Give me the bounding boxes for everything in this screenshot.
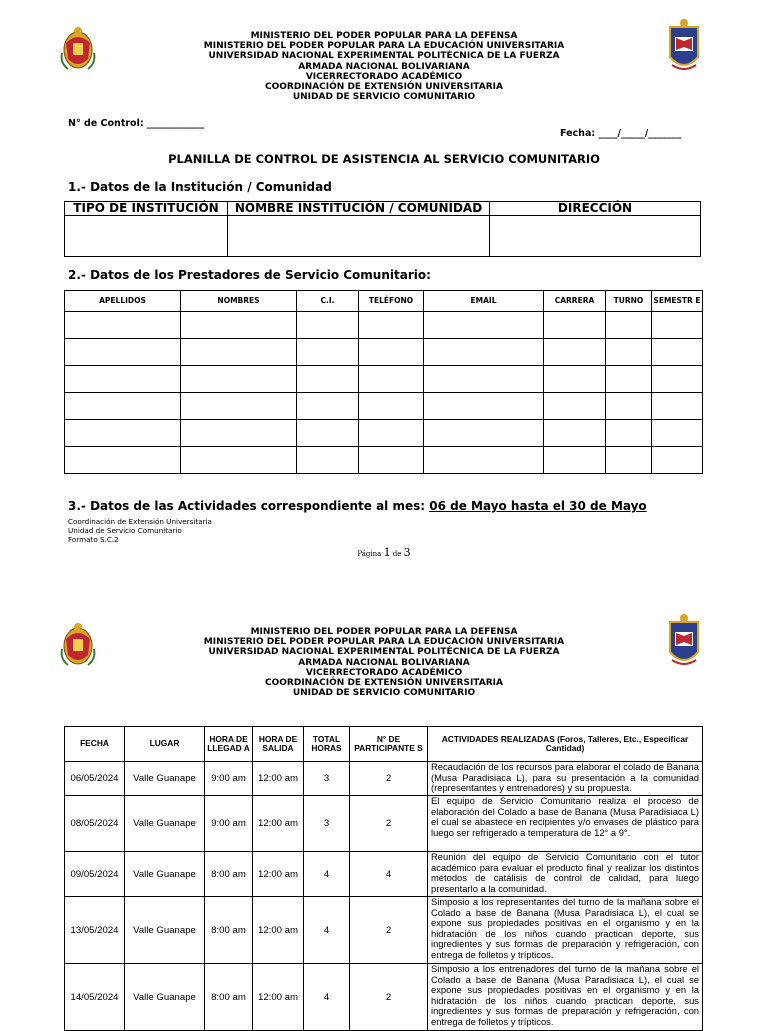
participants-cell: 2 (350, 796, 428, 852)
activity-cell: Simposio a los representantes del turno de la mañana sobre el Colado a base de Banana (Musa Paradisiaca L), el cual se expone sus propiedades positivas en el organismo y en la hidratación de los niños cuando practican deporte, sus ingredientes y sus formas de preparación y refrigeración, con entrega de folletos y trípticos. (428, 897, 703, 964)
table-cell[interactable] (606, 312, 652, 339)
activity-cell: Reunión del equipo de Servicio Comunitario con el tutor académico para evaluar el producto final y realizar los distintos métodos de catálisis de control de calidad, para luego presentarlo a la comunidad. (428, 852, 703, 897)
table-row (65, 447, 703, 474)
hours-cell: 3 (304, 762, 350, 796)
table-cell[interactable] (424, 366, 544, 393)
header-line: COORDINACIÓN DE EXTENSIÓN UNIVERSITARIA (265, 82, 503, 93)
table-cell[interactable] (490, 216, 701, 257)
table-header-row (65, 291, 703, 312)
left-crest-icon (58, 619, 98, 671)
table-row (65, 964, 703, 1031)
hours-cell: 4 (304, 897, 350, 964)
column-header: NOMBRES (181, 291, 297, 312)
table-cell[interactable] (424, 312, 544, 339)
table-header-row (65, 202, 701, 216)
table-row (65, 366, 703, 393)
date-label: Fecha: (560, 128, 596, 139)
place-cell: Valle Guanape (125, 796, 205, 852)
right-crest-icon (666, 17, 702, 75)
header-line: UNIDAD DE SERVICIO COMUNITARIO (292, 688, 476, 699)
column-header: LUGAR (125, 727, 205, 762)
table-cell[interactable] (65, 393, 181, 420)
header-line: MINISTERIO DEL PODER POPULAR PARA LA DEFENSA (250, 627, 518, 637)
table-cell[interactable] (65, 447, 181, 474)
table-cell[interactable] (424, 420, 544, 447)
table-cell[interactable] (65, 420, 181, 447)
table-cell[interactable] (652, 420, 703, 447)
table-cell[interactable] (359, 393, 424, 420)
header-line: MINISTERIO DEL PODER POPULAR PARA LA EDUCACIÓN UNIVERSITARIA (203, 41, 565, 52)
column-header: TURNO (606, 291, 652, 312)
header-line: COORDINACIÓN DE EXTENSIÓN UNIVERSITARIA (265, 678, 503, 689)
table-cell[interactable] (652, 366, 703, 393)
table-cell[interactable] (359, 339, 424, 366)
table-row (65, 852, 703, 897)
place-cell: Valle Guanape (125, 852, 205, 897)
hours-cell: 3 (304, 796, 350, 852)
participants-cell: 4 (350, 852, 428, 897)
table-cell[interactable] (652, 339, 703, 366)
footer-line: Formato S.C.2 (68, 534, 119, 544)
table-row (65, 796, 703, 852)
header-line: UNIVERSIDAD NACIONAL EXPERIMENTAL POLITÉCNICA DE LA FUERZA (208, 647, 560, 658)
table-cell[interactable] (359, 447, 424, 474)
column-header: HORA DE SALIDA (253, 727, 304, 762)
table-cell[interactable] (652, 393, 703, 420)
table-cell[interactable] (65, 339, 181, 366)
date-cell: 06/05/2024 (65, 762, 125, 796)
section2-title: 2.- Datos de los Prestadores de Servicio Comunitario: (68, 268, 431, 282)
providers-table (64, 290, 703, 474)
table-cell[interactable] (652, 447, 703, 474)
header-line: UNIDAD DE SERVICIO COMUNITARIO (292, 92, 476, 103)
table-cell[interactable] (544, 339, 606, 366)
arrival-cell: 8:00 am (205, 897, 253, 964)
table-cell[interactable] (297, 420, 359, 447)
table-cell[interactable] (297, 393, 359, 420)
table-cell[interactable] (544, 393, 606, 420)
table-row (65, 897, 703, 964)
table-cell[interactable] (181, 339, 297, 366)
table-cell[interactable] (65, 312, 181, 339)
institution-header (150, 627, 618, 698)
header-line: VICERRECTORADO ACADÉMICO (305, 71, 463, 82)
table-cell[interactable] (606, 447, 652, 474)
table-cell[interactable] (652, 312, 703, 339)
table-cell[interactable] (65, 366, 181, 393)
column-header: HORA DE LLEGAD A (205, 727, 253, 762)
date-cell: 08/05/2024 (65, 796, 125, 852)
column-header: ACTIVIDADES REALIZADAS (Foros, Talleres, Etc., Especificar Cantidad) (428, 727, 703, 762)
page-number (0, 546, 768, 559)
participants-cell: 2 (350, 762, 428, 796)
document-page-2 (0, 588, 768, 1027)
section3-title (68, 499, 647, 513)
header-line: ARMADA NACIONAL BOLIVARIANA (298, 657, 470, 668)
table-cell[interactable] (544, 420, 606, 447)
table-cell[interactable] (544, 366, 606, 393)
table-cell[interactable] (606, 339, 652, 366)
place-cell: Valle Guanape (125, 964, 205, 1031)
table-cell[interactable] (606, 420, 652, 447)
header-line: UNIVERSIDAD NACIONAL EXPERIMENTAL POLITÉCNICA DE LA FUERZA (208, 51, 560, 62)
control-value: ____________ (146, 118, 204, 129)
hours-cell: 4 (304, 852, 350, 897)
table-cell[interactable] (424, 393, 544, 420)
table-cell[interactable] (181, 393, 297, 420)
column-header: SEMESTR E (652, 291, 703, 312)
date-cell: 09/05/2024 (65, 852, 125, 897)
date-cell: 14/05/2024 (65, 964, 125, 1031)
column-header: APELLIDOS (65, 291, 181, 312)
table-row (65, 312, 703, 339)
activity-cell: El equipo de Servicio Comunitario realiza el proceso de elaboración del Colado a base de Banana (Musa Paradisiaca L) el cual se abastece en recipientes y/o envases de plástico para luego ser refrigerado a temperatura de 12° a 9°. (428, 796, 703, 852)
table-cell[interactable] (228, 216, 490, 257)
table-cell[interactable] (424, 339, 544, 366)
header-line: VICERRECTORADO ACADÉMICO (305, 667, 463, 678)
table-cell[interactable] (359, 312, 424, 339)
table-cell[interactable] (297, 339, 359, 366)
table-header-row (65, 727, 703, 762)
section3-period: 06 de Mayo hasta el 30 de Mayo (429, 499, 647, 513)
table-row (65, 216, 701, 257)
section1-title: 1.- Datos de la Institución / Comunidad (68, 180, 332, 194)
date-cell: 13/05/2024 (65, 897, 125, 964)
section3-title-prefix: 3.- Datos de las Actividades correspondiente al mes: (68, 499, 426, 513)
arrival-cell: 8:00 am (205, 964, 253, 1031)
column-header: DIRECCIÓN (490, 202, 701, 216)
table-cell[interactable] (544, 447, 606, 474)
activities-table (64, 726, 703, 1031)
table-cell[interactable] (181, 447, 297, 474)
table-cell[interactable] (606, 366, 652, 393)
table-row (65, 393, 703, 420)
table-cell[interactable] (181, 420, 297, 447)
header-line: ARMADA NACIONAL BOLIVARIANA (298, 61, 470, 72)
table-cell[interactable] (297, 447, 359, 474)
right-crest-icon (666, 612, 702, 670)
institution-table (64, 201, 701, 257)
table-cell[interactable] (359, 366, 424, 393)
column-header: TIPO DE INSTITUCIÓN (65, 202, 228, 216)
column-header: NOMBRE INSTITUCIÓN / COMUNIDAD (228, 202, 490, 216)
page-of: de (392, 550, 402, 558)
place-cell: Valle Guanape (125, 762, 205, 796)
header-line: MINISTERIO DEL PODER POPULAR PARA LA DEFENSA (250, 31, 518, 41)
table-cell[interactable] (297, 366, 359, 393)
table-row (65, 762, 703, 796)
column-header: EMAIL (424, 291, 544, 312)
column-header: TELÉFONO (359, 291, 424, 312)
table-cell[interactable] (544, 312, 606, 339)
footer-line: Unidad de Servicio Comunitario (68, 525, 182, 535)
table-cell[interactable] (181, 312, 297, 339)
activity-cell: Simposio a los entrenadores del turno de la mañana sobre el Colado a base de Banana (Musa Paradisiaca L), el cual se expone sus propiedades positivas en el organismo y en la hidratación de los niños cuando practican deporte, sus ingredientes y sus formas de preparación y refrigeración, con entrega de folletos y trípticos. (428, 964, 703, 1031)
column-header: C.I. (297, 291, 359, 312)
column-header: CARRERA (544, 291, 606, 312)
date-field (560, 128, 681, 139)
departure-cell: 12:00 am (253, 852, 304, 897)
participants-cell: 2 (350, 897, 428, 964)
footer-line: Coordinación de Extensión Universitaria (68, 517, 212, 526)
page-word: Página (357, 550, 382, 558)
departure-cell: 12:00 am (253, 796, 304, 852)
table-row (65, 420, 703, 447)
page-footer (68, 518, 212, 544)
table-cell[interactable] (65, 216, 228, 257)
table-cell[interactable] (359, 420, 424, 447)
column-header: TOTAL HORAS (304, 727, 350, 762)
activity-cell: Recaudación de los recursos para elaborar el colado de Banana (Musa Paradisiaca L), para su presentación a la comunidad (representantes y entrenadores) y su propuesta. (428, 762, 703, 796)
form-title: PLANILLA DE CONTROL DE ASISTENCIA AL SERVICIO COMUNITARIO (168, 152, 600, 166)
table-cell[interactable] (606, 393, 652, 420)
participants-cell: 2 (350, 964, 428, 1031)
departure-cell: 12:00 am (253, 897, 304, 964)
institution-header (150, 31, 618, 102)
table-cell[interactable] (424, 447, 544, 474)
control-label: N° de Control: (68, 118, 144, 129)
header-line: MINISTERIO DEL PODER POPULAR PARA LA EDUCACIÓN UNIVERSITARIA (203, 637, 565, 648)
table-cell[interactable] (297, 312, 359, 339)
table-cell[interactable] (181, 366, 297, 393)
arrival-cell: 8:00 am (205, 852, 253, 897)
departure-cell: 12:00 am (253, 964, 304, 1031)
arrival-cell: 9:00 am (205, 796, 253, 852)
left-crest-icon (58, 23, 98, 75)
page-current: 1 (383, 546, 391, 559)
date-value: ____/_____/_______ (598, 128, 682, 139)
place-cell: Valle Guanape (125, 897, 205, 964)
hours-cell: 4 (304, 964, 350, 1031)
table-row (65, 339, 703, 366)
page-total: 3 (403, 546, 411, 559)
departure-cell: 12:00 am (253, 762, 304, 796)
column-header: FECHA (65, 727, 125, 762)
arrival-cell: 9:00 am (205, 762, 253, 796)
column-header: N° DE PARTICIPANTE S (350, 727, 428, 762)
control-number (68, 118, 204, 129)
